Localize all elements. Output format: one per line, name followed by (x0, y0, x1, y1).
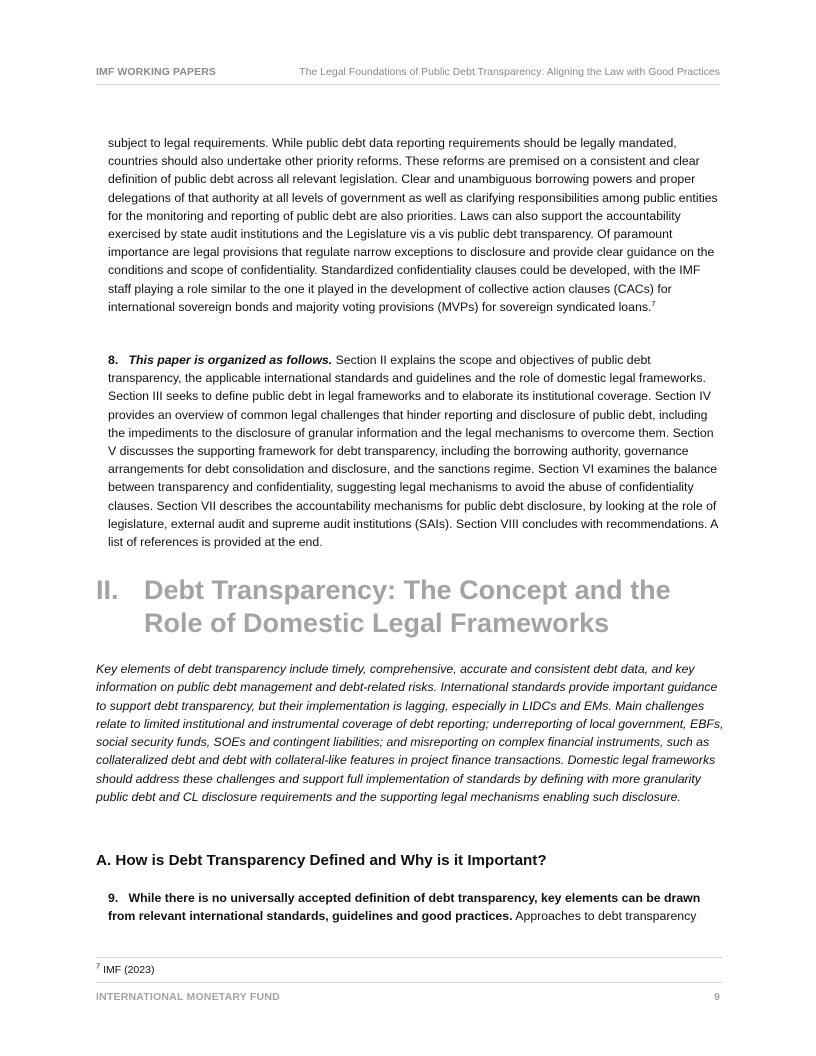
paragraph-number: 8. (108, 353, 119, 367)
paragraph-text: subject to legal requirements. While public debt data reporting requirements should be legally mandated, countries should also undertake other priority reforms. These reforms are premised on a consistent and clear definition of public debt across all relevant legislation. Clear and unambiguous borrowing powers and proper delegations of that authority at all levels of government as well as clarifying responsibilities among public entities for the monitoring and reporting of public debt are also priorities. Laws can also support the accountability exercised by state audit institutions and the Legislature vis a vis public debt transparency. Of paramount importance are legal provisions that regulate narrow exceptions to disclosure and provide clear guidance on the conditions and scope of confidentiality. Standardized confidentiality clauses could be developed, with the IMF staff playing a role similar to the one it played in the development of collective action clauses (CACs) for international sovereign bonds and majority voting provisions (MVPs) for sovereign syndicated loans. (108, 136, 718, 314)
section-abstract: Key elements of debt transparency include timely, comprehensive, accurate and consistent debt data, and key information on public debt management and debt-related risks. International standards provide important guidance to support debt transparency, but their implementation is lagging, especially in LIDCs and EMs. Main challenges relate to limited institutional and instrumental coverage of debt reporting; underreporting of local government, EBFs, social security funds, SOEs and contingent liabilities; and misreporting on complex financial instruments, such as collateralized debt and debt with collateral-like features in project finance transactions. Domestic legal frameworks should address these challenges and support full implementation of standards by defining with more granularity public debt and CL disclosure requirements and the supporting legal mechanisms enabling such disclosure. (96, 662, 724, 805)
section-title-line1: Debt Transparency: The Concept and the (144, 575, 671, 605)
header-series: IMF WORKING PAPERS (96, 66, 217, 78)
page-number: 9 (713, 991, 720, 1003)
paragraph-number: 9. (108, 891, 119, 905)
paragraph-text: Section II explains the scope and objectives of public debt transparency, the applicable international standards and guidelines and the role of domestic legal frameworks. Section III seeks to define public debt in legal frameworks and to elaborate its institutional coverage. Section IV provides an overview of common legal challenges that hinder reporting and disclosure of public debt, including the impediments to the disclosure of granular information and the legal mechanisms to overcome them. Section V discusses the supporting framework for debt transparency, including the borrowing authority, governance arrangements for debt consolidation and disclosure, and the sanctions regime. Section VI examines the balance between transparency and confidentiality, suggesting legal mechanisms to avoid the abuse of confidentiality clauses. Section VII describes the accountability mechanisms for public debt disclosure, by looking at the role of legislature, external audit and supreme audit institutions (SAIs). Section VIII concludes with recommendations. A list of references is provided at the end. (108, 353, 718, 550)
footnote (96, 961, 155, 976)
paragraph-lead: While there is no universally accepted definition of debt transparency, key elements can be drawn from relevant international standards, guidelines and good practices. (108, 891, 701, 924)
header-paper-title: The Legal Foundations of Public Debt Transparency: Aligning the Law with Good Practices (299, 66, 720, 78)
section-number: II. (96, 575, 119, 605)
paragraph-9 (108, 889, 720, 925)
footnote-divider (96, 957, 722, 958)
paragraph-lead: This paper is organized as follows. (128, 353, 333, 367)
paragraph-continued (108, 134, 720, 316)
section-title-line2: Role of Domestic Legal Frameworks (144, 608, 610, 638)
footer-org: INTERNATIONAL MONETARY FUND (96, 991, 280, 1003)
paragraph-8 (108, 351, 720, 551)
footnote-text: IMF (2023) (103, 964, 155, 976)
footnote-mark: 7 (96, 961, 101, 971)
section-heading (96, 574, 736, 640)
footnote-ref: 7 (651, 298, 656, 308)
page-footer (96, 991, 720, 1003)
footer-divider (96, 982, 722, 983)
subsection-heading: A. How is Debt Transparency Defined and Why is it Important? (96, 852, 547, 869)
paragraph-text: Approaches to debt transparency (515, 909, 697, 924)
running-header (96, 66, 720, 85)
